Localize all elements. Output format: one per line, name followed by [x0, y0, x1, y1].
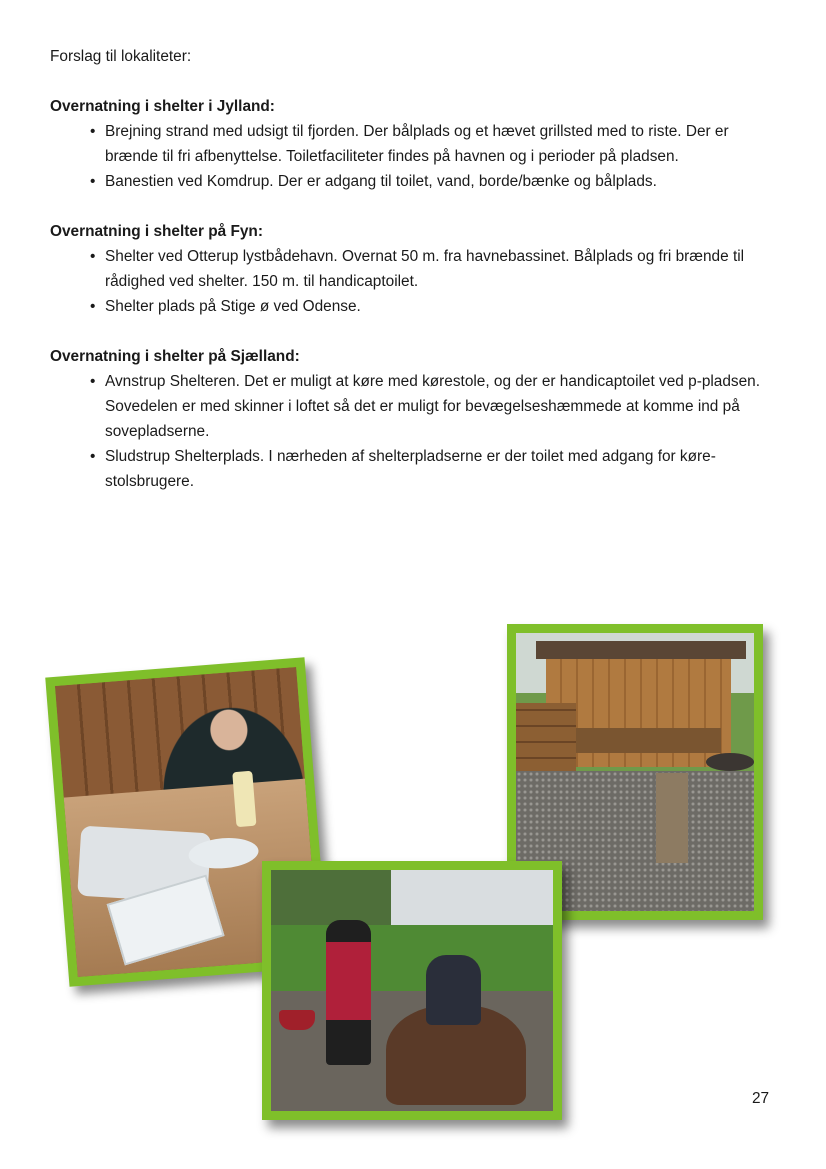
shelter-floor — [571, 728, 721, 753]
list-item: • Shelter plads på Stige ø ved Odense. — [105, 294, 780, 319]
wooden-bench — [656, 773, 688, 863]
fire-pit — [706, 753, 754, 771]
list-item: • Sludstrup Shelterplads. I nærheden af shelterpladserne er der toilet med adgang for køre-stolsbrugere. — [105, 444, 780, 494]
section-fyn — [50, 219, 780, 319]
list-item: • Avnstrup Shelteren. Det er muligt at køre med kørestole, og der er handicaptoilet ved p-pladsen. Sovedelen er med skinner i loftet så det er muligt for bevægelseshæmmede at komme ind på sovepladserne. — [105, 369, 780, 444]
person-bending — [426, 955, 481, 1025]
section-heading: Overnatning i shelter på Sjælland: — [50, 348, 300, 365]
person-red-jacket — [326, 920, 371, 1065]
list-item: • Banestien ved Komdrup. Der er adgang til toilet, vand, borde/bænke og bålplads. — [105, 169, 780, 194]
photo-image — [271, 870, 553, 1111]
bottle — [232, 771, 256, 827]
bullet-list — [50, 119, 780, 194]
photo-fire-pit — [262, 861, 562, 1120]
trees — [271, 870, 391, 930]
bullet-list — [50, 244, 780, 319]
list-item: • Shelter ved Otterup lystbådehavn. Overnat 50 m. fra havnebassinet. Bålplads og fri brænde til rådighed ved shelter. 150 m. til handicaptoilet. — [105, 244, 780, 294]
section-heading: Overnatning i shelter i Jylland: — [50, 98, 275, 115]
page-number: 27 — [752, 1090, 770, 1107]
shelter-roof — [536, 641, 746, 659]
red-pot — [279, 1010, 315, 1030]
list-item: • Brejning strand med udsigt til fjorden. Der bålplads og et hævet grillsted med to riste. Der er brænde til fri afbenyttelse. Toiletfaciliteter findes på havnen og i perioder på pladsen. — [105, 119, 780, 169]
bullet-list — [50, 369, 780, 494]
document-body — [50, 44, 780, 519]
section-jylland — [50, 94, 780, 194]
intro-text: Forslag til lokaliteter: — [50, 48, 192, 65]
section-heading: Overnatning i shelter på Fyn: — [50, 223, 263, 240]
section-sjaelland — [50, 344, 780, 494]
